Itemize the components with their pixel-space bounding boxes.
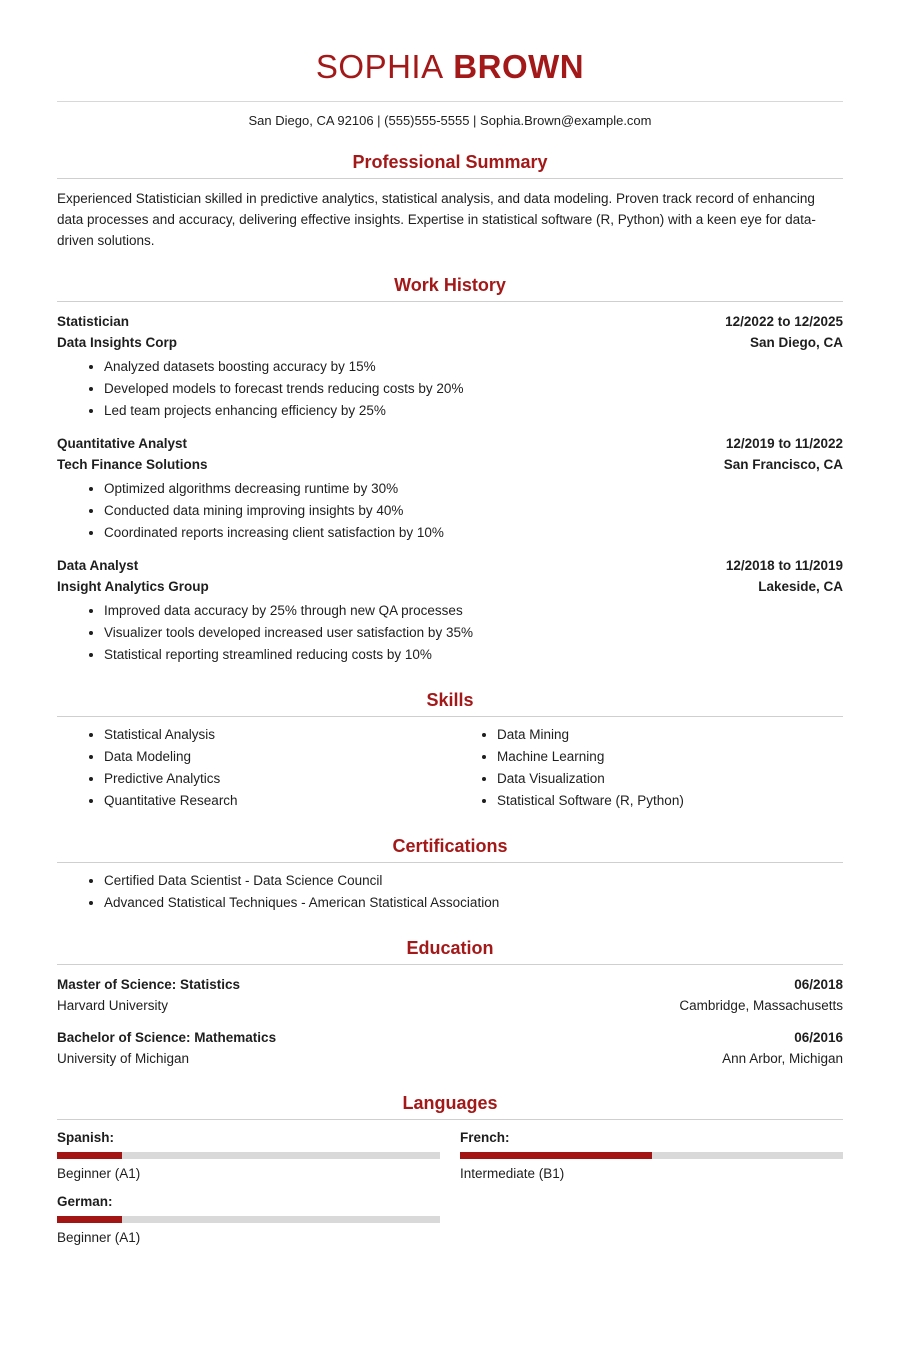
bullet-item: • Developed models to forecast trends reducing costs by 20% xyxy=(104,378,843,400)
education-location: Ann Arbor, Michigan xyxy=(722,1051,843,1066)
skills-heading-rule xyxy=(57,716,843,717)
job-title-row xyxy=(57,555,843,576)
education-school: Harvard University xyxy=(57,998,169,1013)
skill-item: • Machine Learning xyxy=(497,746,843,768)
education-heading: Education xyxy=(406,938,494,958)
section-languages xyxy=(57,1093,843,1245)
bullet-item: • Led team projects enhancing efficiency by 25% xyxy=(104,400,843,422)
education-school-row xyxy=(57,1048,843,1069)
work-history-heading-rule xyxy=(57,301,843,302)
job-company: Data Insights Corp xyxy=(57,335,178,350)
skills-column-left xyxy=(57,724,450,812)
language-name: French: xyxy=(460,1130,510,1145)
section-work-history xyxy=(57,275,843,666)
job-entry xyxy=(57,433,843,544)
job-company: Tech Finance Solutions xyxy=(57,457,208,472)
certifications-heading-rule xyxy=(57,862,843,863)
education-degree-row xyxy=(57,974,843,995)
bullet-item: • Conducted data mining improving insights by 40% xyxy=(104,500,843,522)
job-dates: 12/2022 to 12/2025 xyxy=(725,314,843,329)
education-location: Cambridge, Massachusetts xyxy=(679,998,843,1013)
education-heading-rule xyxy=(57,964,843,965)
language-progress-track xyxy=(57,1152,440,1159)
skills-heading: Skills xyxy=(426,690,474,710)
job-title-row xyxy=(57,433,843,454)
skill-item: • Statistical Software (R, Python) xyxy=(497,790,843,812)
summary-heading-rule xyxy=(57,178,843,179)
language-level: Intermediate (B1) xyxy=(460,1166,565,1181)
language-item xyxy=(460,1130,843,1181)
bullet-item: • Visualizer tools developed increased user satisfaction by 35% xyxy=(104,622,843,644)
job-title-row xyxy=(57,311,843,332)
skill-item: • Predictive Analytics xyxy=(104,768,450,790)
language-progress-fill xyxy=(57,1152,122,1159)
summary-text: Experienced Statistician skilled in predictive analytics, statistical analysis, and data modeling. Proven track record of enhancing data processes and accuracy, delivering effective insights. Expertise in statistical software (R, Python) with a keen eye for data-driven solutions. xyxy=(57,191,816,248)
education-degree-row xyxy=(57,1027,843,1048)
skill-item: • Data Visualization xyxy=(497,768,843,790)
summary-heading: Professional Summary xyxy=(352,152,548,172)
job-bullets xyxy=(57,356,843,422)
section-summary xyxy=(57,152,843,251)
skill-item: • Data Mining xyxy=(497,724,843,746)
skill-item: • Statistical Analysis xyxy=(104,724,450,746)
bullet-item: • Analyzed datasets boosting accuracy by 15% xyxy=(104,356,843,378)
job-entry xyxy=(57,555,843,666)
skills-column-right xyxy=(450,724,843,812)
bullet-item: • Optimized algorithms decreasing runtime by 30% xyxy=(104,478,843,500)
language-progress-track xyxy=(57,1216,440,1223)
education-school: University of Michigan xyxy=(57,1051,190,1066)
skill-item: • Data Modeling xyxy=(104,746,450,768)
candidate-name xyxy=(57,48,843,86)
section-education xyxy=(57,938,843,1069)
languages-grid xyxy=(57,1130,843,1245)
contact-line: San Diego, CA 92106 | (555)555-5555 | Sophia.Brown@example.com xyxy=(248,113,652,128)
education-entry xyxy=(57,1027,843,1069)
job-title: Statistician xyxy=(57,314,130,329)
education-date: 06/2016 xyxy=(794,1030,843,1045)
bullet-item: • Statistical reporting streamlined reducing costs by 10% xyxy=(104,644,843,666)
certifications-list xyxy=(57,870,843,914)
job-dates: 12/2018 to 11/2019 xyxy=(725,558,843,573)
job-bullets xyxy=(57,600,843,666)
bullet-item: • Improved data accuracy by 25% through new QA processes xyxy=(104,600,843,622)
skills-columns xyxy=(57,724,843,812)
job-dates: 12/2019 to 11/2022 xyxy=(725,436,843,451)
education-date: 06/2018 xyxy=(794,977,843,992)
language-name: German: xyxy=(57,1194,113,1209)
job-company-row xyxy=(57,454,843,475)
language-level: Beginner (A1) xyxy=(57,1230,141,1245)
education-degree: Master of Science: Statistics xyxy=(57,977,241,992)
candidate-first-name: SOPHIA xyxy=(315,48,444,85)
job-title: Data Analyst xyxy=(57,558,139,573)
section-skills xyxy=(57,690,843,812)
job-company-row xyxy=(57,576,843,597)
certifications-heading: Certifications xyxy=(392,836,508,856)
job-location: Lakeside, CA xyxy=(758,579,843,594)
language-name: Spanish: xyxy=(57,1130,115,1145)
language-progress-fill xyxy=(57,1216,122,1223)
skill-item: • Quantitative Research xyxy=(104,790,450,812)
resume-header xyxy=(57,48,843,128)
job-entry xyxy=(57,311,843,422)
education-entry xyxy=(57,974,843,1016)
job-company-row xyxy=(57,332,843,353)
education-school-row xyxy=(57,995,843,1016)
education-degree: Bachelor of Science: Mathematics xyxy=(57,1030,277,1045)
job-title: Quantitative Analyst xyxy=(57,436,188,451)
job-location: San Diego, CA xyxy=(749,335,843,350)
language-level: Beginner (A1) xyxy=(57,1166,141,1181)
language-item xyxy=(57,1194,440,1245)
language-progress-track xyxy=(460,1152,843,1159)
bullet-item: • Coordinated reports increasing client satisfaction by 10% xyxy=(104,522,843,544)
work-history-heading: Work History xyxy=(394,275,506,295)
languages-heading-rule xyxy=(57,1119,843,1120)
language-item xyxy=(57,1130,440,1181)
languages-heading: Languages xyxy=(402,1093,498,1113)
certification-item: • Advanced Statistical Techniques - American Statistical Association xyxy=(104,892,843,914)
job-location: San Francisco, CA xyxy=(723,457,843,472)
certification-item: • Certified Data Scientist - Data Science Council xyxy=(104,870,843,892)
language-progress-fill xyxy=(460,1152,652,1159)
header-divider xyxy=(57,101,843,102)
job-bullets xyxy=(57,478,843,544)
job-company: Insight Analytics Group xyxy=(57,579,209,594)
candidate-last-name: BROWN xyxy=(453,48,585,85)
section-certifications xyxy=(57,836,843,914)
